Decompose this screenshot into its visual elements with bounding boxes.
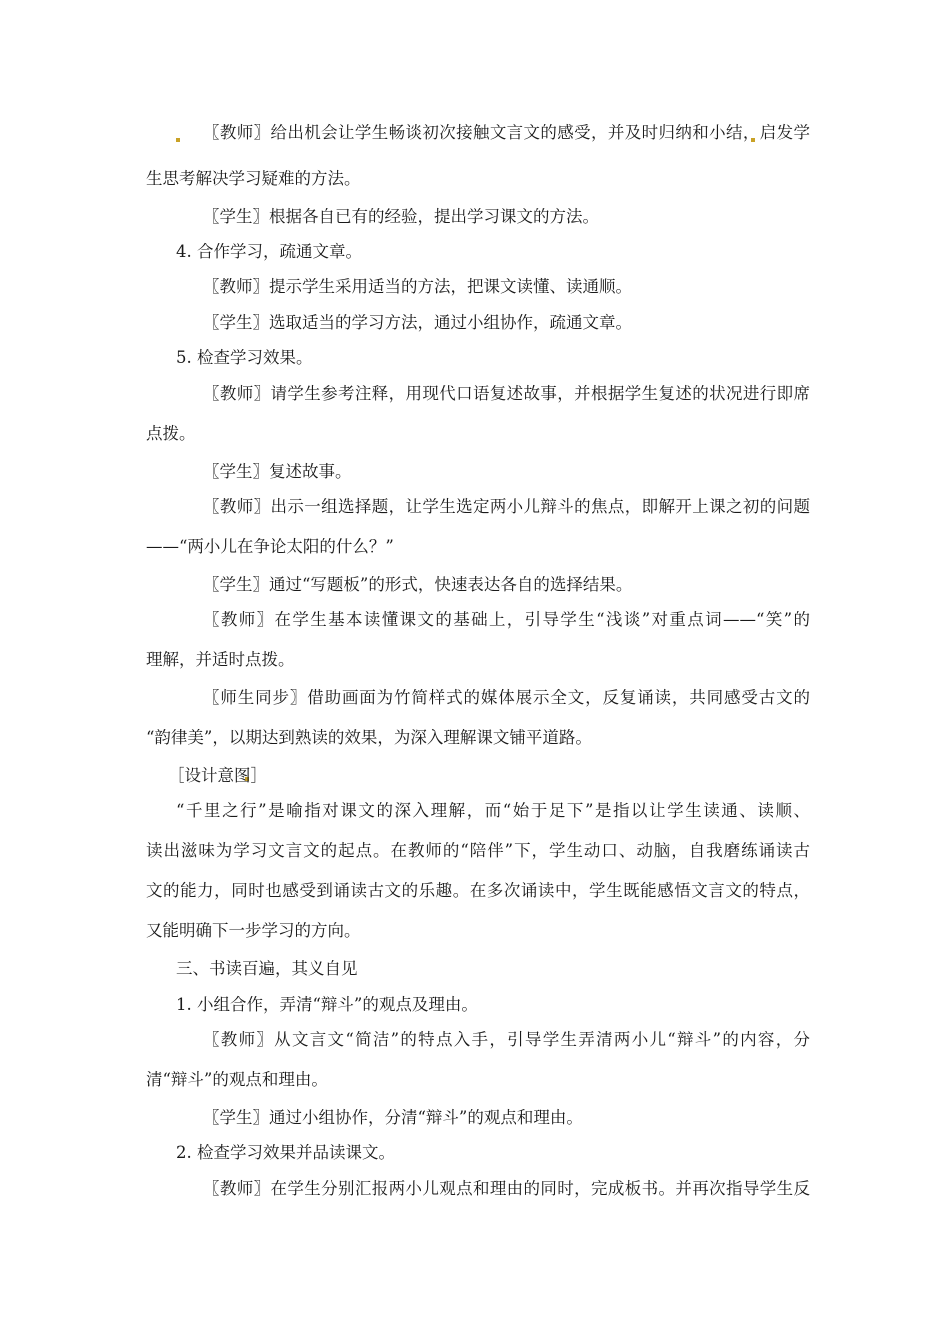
paragraph-line: 〖教师〗在学生基本读懂课文的基础上，引导学生“浅谈”对重点词——“笑”的 bbox=[203, 610, 810, 629]
paragraph-line: 读出滋味为学习文言文的起点。在教师的“陪伴”下，学生动口、动脑，自我磨练诵读古 bbox=[146, 841, 810, 860]
decorative-mark bbox=[176, 138, 180, 142]
paragraph-line: 〖教师〗出示一组选择题，让学生选定两小儿辩斗的焦点，即解开上课之初的问题 bbox=[203, 497, 810, 516]
paragraph-line: 生思考解决学习疑难的方法。 bbox=[146, 169, 361, 188]
paragraph-line: 文的能力，同时也感受到诵读古文的乐趣。在多次诵读中，学生既能感悟文言文的特点， bbox=[146, 881, 810, 900]
paragraph-line: “韵律美”，以期达到熟读的效果，为深入理解课文铺平道路。 bbox=[146, 728, 592, 747]
paragraph-line: 〖教师〗请学生参考注释，用现代口语复述故事，并根据学生复述的状况进行即席 bbox=[203, 384, 810, 403]
paragraph-line: 〖师生同步〗借助画面为竹简样式的媒体展示全文，反复诵读，共同感受古文的 bbox=[203, 688, 810, 707]
paragraph-line: 〖学生〗通过小组协作，分清“辩斗”的观点和理由。 bbox=[203, 1108, 583, 1127]
section-heading: 2. 检查学习效果并品读课文。 bbox=[176, 1143, 395, 1162]
section-heading: 1. 小组合作，弄清“辩斗”的观点及理由。 bbox=[176, 995, 478, 1014]
paragraph-line: 又能明确下一步学习的方向。 bbox=[146, 921, 361, 940]
paragraph-line: ——“两小儿在争论太阳的什么？” bbox=[146, 537, 394, 556]
paragraph-line: 〖教师〗给出机会让学生畅谈初次接触文言文的感受，并及时归纳和小结，启发学 bbox=[203, 123, 810, 142]
paragraph-line: 〖学生〗选取适当的学习方法，通过小组协作，疏通文章。 bbox=[203, 313, 632, 332]
section-heading: 4. 合作学习，疏通文章。 bbox=[176, 242, 362, 261]
section-heading: 5. 检查学习效果。 bbox=[176, 348, 313, 367]
paragraph-line: 理解，并适时点拨。 bbox=[146, 650, 295, 669]
paragraph-line: 〖学生〗复述故事。 bbox=[203, 462, 352, 481]
paragraph-line: 〖教师〗从文言文“简洁”的特点入手，引导学生弄清两小儿“辩斗”的内容，分 bbox=[203, 1030, 810, 1049]
paragraph-line: 点拨。 bbox=[146, 424, 196, 443]
paragraph-line: “千里之行”是喻指对课文的深入理解，而“始于足下”是指以让学生读通、读顺、 bbox=[176, 801, 810, 820]
section-heading: ［设计意图］ bbox=[168, 766, 267, 785]
paragraph-line: 清“辩斗”的观点和理由。 bbox=[146, 1070, 328, 1089]
section-heading: 三、书读百遍，其义自见 bbox=[176, 959, 358, 978]
paragraph-line: 〖学生〗通过“写题板”的形式，快速表达各自的选择结果。 bbox=[203, 575, 633, 594]
paragraph-line: 〖教师〗提示学生采用适当的方法，把课文读懂、读通顺。 bbox=[203, 277, 632, 296]
paragraph-line: 〖教师〗在学生分别汇报两小儿观点和理由的同时，完成板书。并再次指导学生反 bbox=[203, 1179, 810, 1198]
paragraph-line: 〖学生〗根据各自已有的经验，提出学习课文的方法。 bbox=[203, 207, 599, 226]
